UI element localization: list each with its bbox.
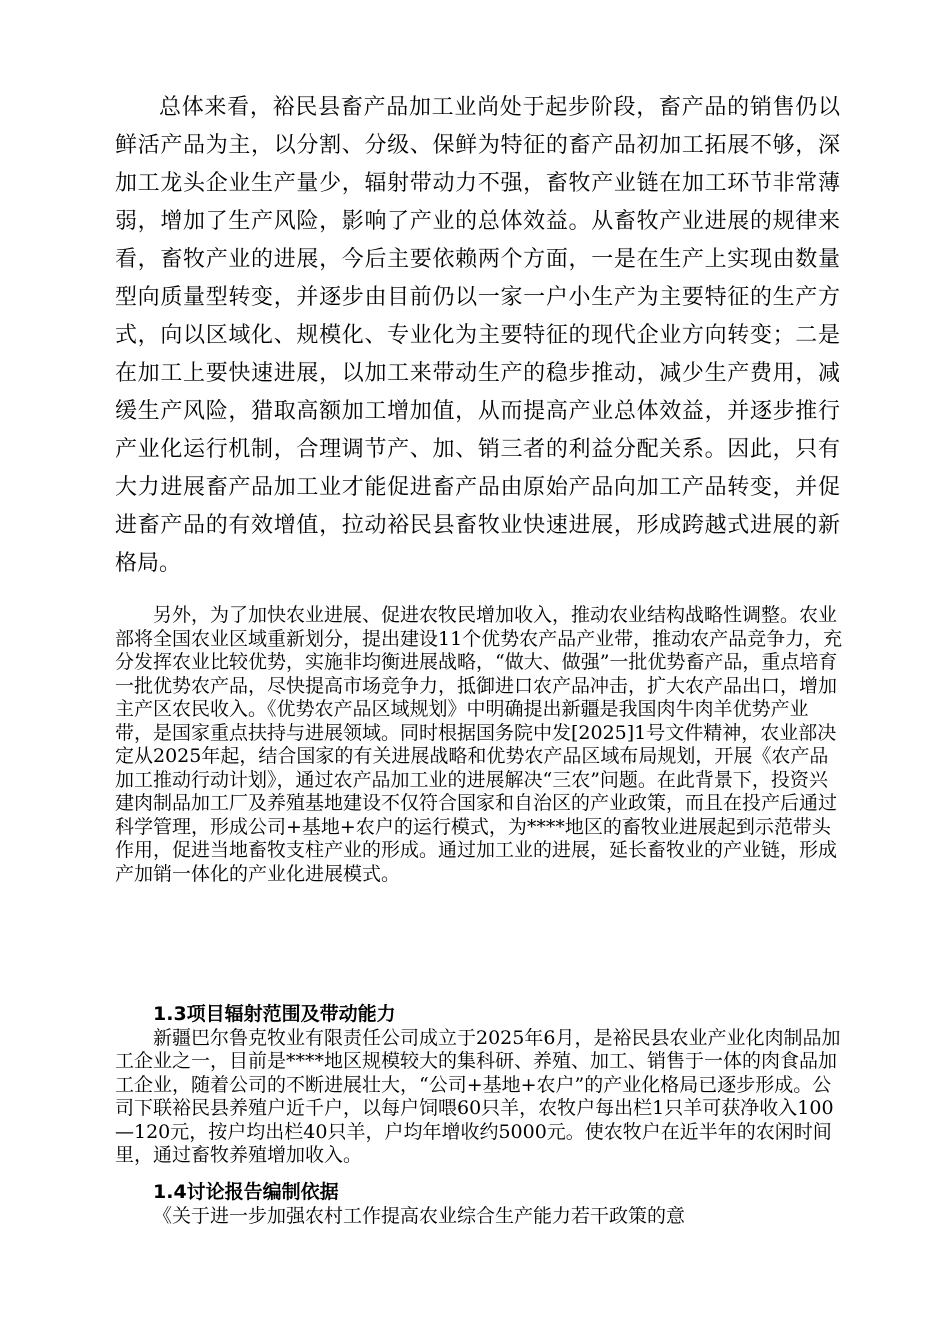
paragraph-overview <box>115 89 840 583</box>
paragraph-text: 另外，为了加快农业进展、促进农牧民增加收入，推动农业结构战略性调整。农业部将全国农业区域重新划分，提出建设11个优势农产品产业带，推动农产品竞争力，充分发挥农业比较优势，实施非均衡进展战略，“做大、做强”一批优势畜产品，重点培育一批优势农产品，尽快提高市场竞争力，抵御进口农产品冲击，扩大农产品出口，增加主产区农民收入。《优势农产品区域规划》中明确提出新疆是我国肉牛肉羊优势产业带，是国家重点扶持与进展领域。同时根据国务院中发[2025]1号文件精神，农业部决定从2025年起，结合国家的有关进展战略和优势农产品区域布局规划，开展《农产品加工推动行动计划》，通过农产品加工业的进展解决“三农”问题。在此背景下，投资兴建肉制品加工厂及养殖基地建设不仅符合国家和自治区的产业政策，而且在投产后通过科学管理，形成公司+基地+农户的运行模式，为****地区的畜牧业进展起到示范带头作用，促进当地畜牧支柱产业的形成。通过加工业的进展，延长畜牧业的产业链，形成产加销一体化的产业化进展模式。 <box>115 604 843 885</box>
section-heading: 1.3项目辐射范围及带动能力 <box>153 1003 396 1025</box>
section-body: 《关于进一步加强农村工作提高农业综合生产能力若干政策的意 <box>153 1204 686 1227</box>
section-1-3 <box>115 1003 845 1168</box>
paragraph-text: 总体来看，裕民县畜产品加工业尚处于起步阶段，畜产品的销售仍以鲜活产品为主，以分割、分级、保鲜为特征的畜产品初加工拓展不够，深加工龙头企业生产量少，辐射带动力不强，畜牧产业链在加工环节非常薄弱，增加了生产风险，影响了产业的总体效益。从畜牧产业进展的规律来看，畜牧产业的进展，今后主要依赖两个方面，一是在生产上实现由数量型向质量型转变，并逐步由目前仍以一家一户小生产为主要特征的生产方式，向以区域化、规模化、专业化为主要特征的现代企业方向转变；二是在加工上要快速进展，以加工来带动生产的稳步推动，减少生产费用，减缓生产风险，猎取高额加工增加值，从而提高产业总体效益，并逐步推行产业化运行机制，合理调节产、加、销三者的利益分配关系。因此，只有大力进展畜产品加工业才能促进畜产品由原始产品向加工产品转变，并促进畜产品的有效增值，拉动裕民县畜牧业快速进展，形成跨越式进展的新格局。 <box>115 95 840 576</box>
paragraph-policy <box>115 604 845 886</box>
section-heading: 1.4讨论报告编制依据 <box>153 1181 339 1203</box>
section-body: 新疆巴尔鲁克牧业有限责任公司成立于2025年6月，是裕民县农业产业化肉制品加工企业之一，目前是****地区规模较大的集科研、养殖、加工、销售于一体的肉食品加工企业，随着公司的不断进展壮大，“公司+基地+农户”的产业化格局已逐步形成。公司下联裕民县养殖户近千户，以每户饲喂60只羊，农牧户每出栏1只羊可获净收入100—120元，按户均出栏40只羊，户均年增收约5000元。使农牧户在近半年的农闲时间里，通过畜牧养殖增加收入。 <box>115 1026 841 1166</box>
section-1-4 <box>115 1181 845 1228</box>
